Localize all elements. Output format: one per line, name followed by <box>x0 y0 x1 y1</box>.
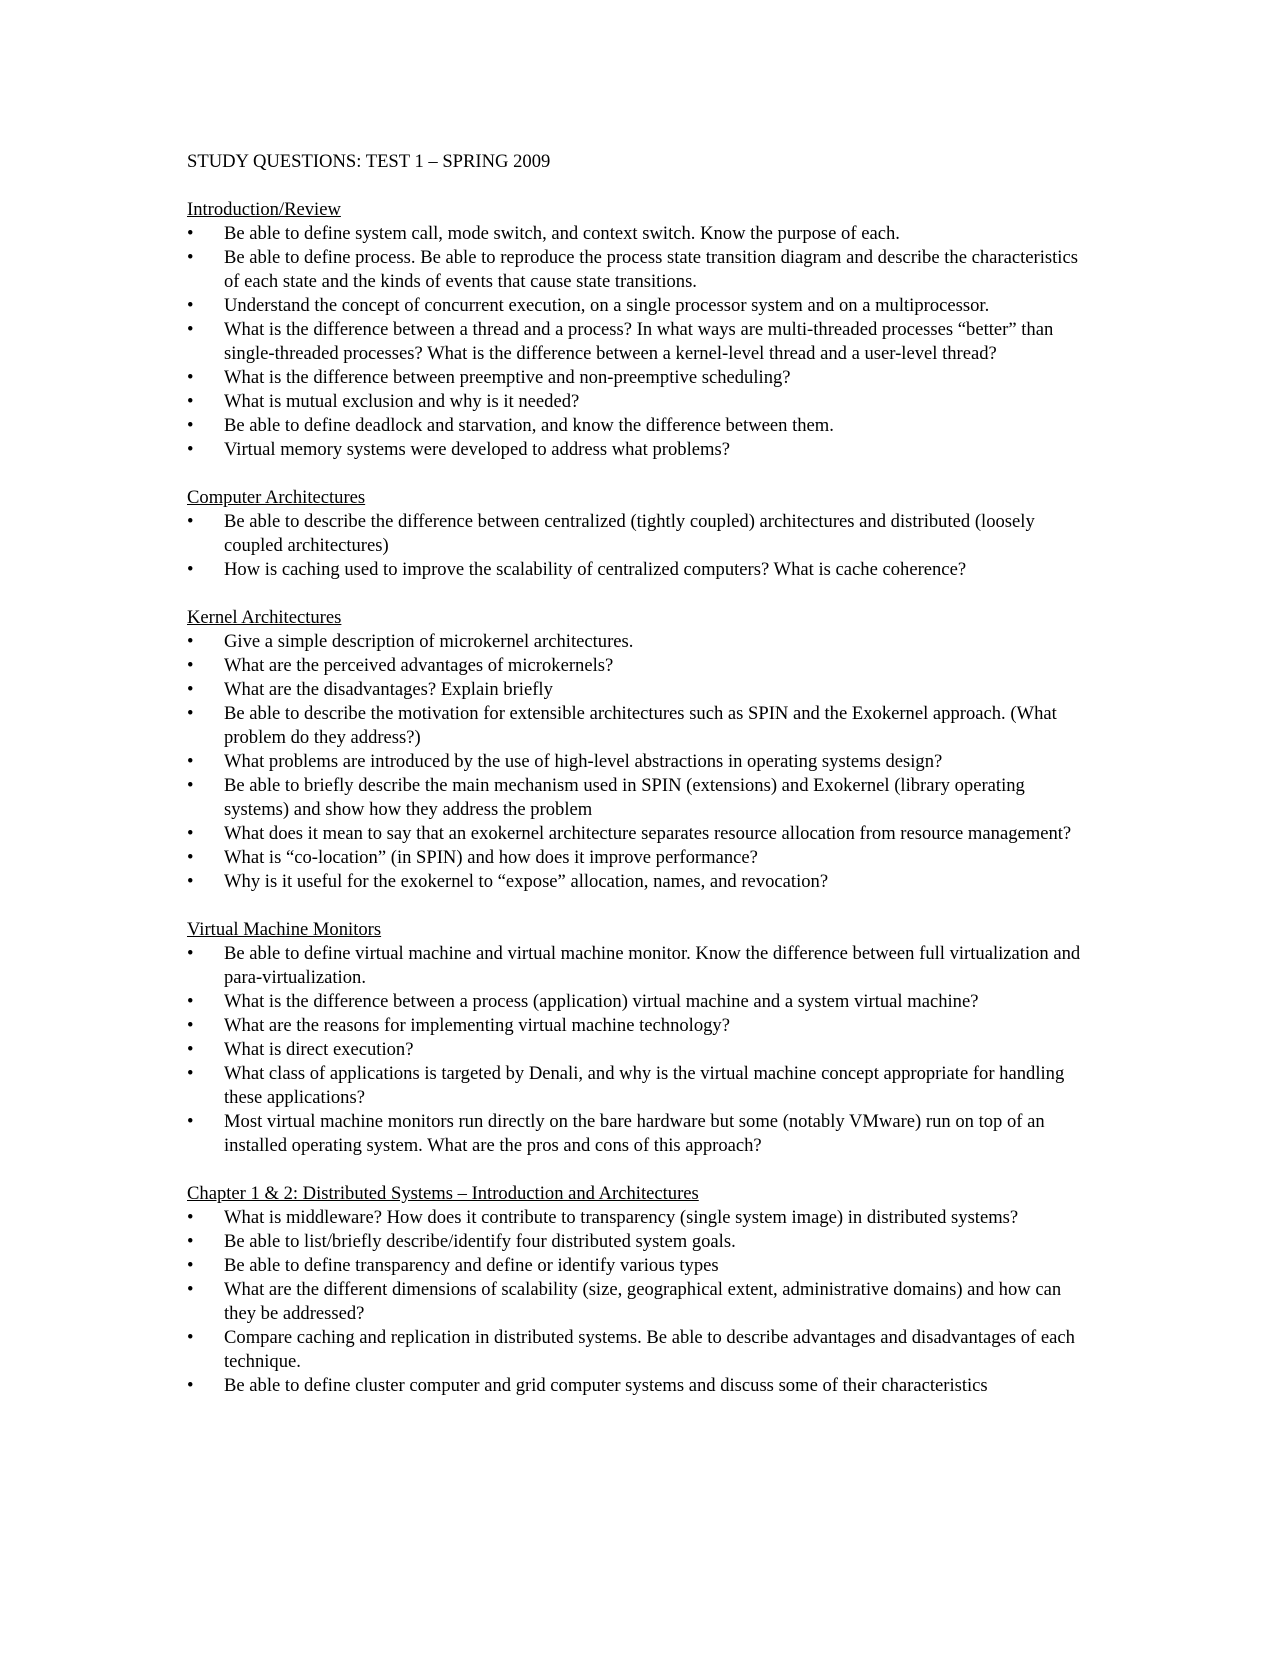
question-text: What is direct execution? <box>224 1039 414 1060</box>
question-text: Compare caching and replication in distributed systems. Be able to describe advantages and disadvantages of each technique. <box>224 1327 1075 1372</box>
question-list <box>187 222 1087 462</box>
question-item <box>187 510 1087 558</box>
question-list <box>187 1206 1087 1398</box>
question-text: What are the reasons for implementing virtual machine technology? <box>224 1015 730 1036</box>
question-item <box>187 942 1087 990</box>
question-item <box>187 1014 1087 1038</box>
bullet-icon: • <box>187 415 194 436</box>
section <box>187 606 1087 894</box>
document-page <box>187 150 1087 1422</box>
question-item <box>187 1110 1087 1158</box>
question-item <box>187 654 1087 678</box>
section-heading: Introduction/Review <box>187 199 341 220</box>
bullet-icon: • <box>187 247 194 268</box>
question-item <box>187 294 1087 318</box>
bullet-icon: • <box>187 775 194 796</box>
bullet-icon: • <box>187 1279 194 1300</box>
question-item <box>187 318 1087 366</box>
question-item <box>187 630 1087 654</box>
question-item <box>187 1062 1087 1110</box>
question-text: What is the difference between preemptive and non-preemptive scheduling? <box>224 367 791 388</box>
bullet-icon: • <box>187 295 194 316</box>
question-text: Be able to briefly describe the main mechanism used in SPIN (extensions) and Exokernel (library operating systems) and show how they address the problem <box>224 775 1025 820</box>
question-text: What are the different dimensions of scalability (size, geographical extent, administrative domains) and how can they be addressed? <box>224 1279 1062 1324</box>
bullet-icon: • <box>187 319 194 340</box>
document-title: STUDY QUESTIONS: TEST 1 – SPRING 2009 <box>187 151 551 172</box>
bullet-icon: • <box>187 559 194 580</box>
bullet-icon: • <box>187 367 194 388</box>
question-text: Understand the concept of concurrent execution, on a single processor system and on a multiprocessor. <box>224 295 990 316</box>
question-text: What is middleware? How does it contribute to transparency (single system image) in distributed systems? <box>224 1207 1019 1228</box>
bullet-icon: • <box>187 943 194 964</box>
question-text: What are the disadvantages? Explain briefly <box>224 679 553 700</box>
question-item <box>187 1038 1087 1062</box>
bullet-icon: • <box>187 991 194 1012</box>
bullet-icon: • <box>187 751 194 772</box>
bullet-icon: • <box>187 1063 194 1084</box>
section-heading: Virtual Machine Monitors <box>187 919 382 940</box>
question-item <box>187 1254 1087 1278</box>
section-heading: Computer Architectures <box>187 487 366 508</box>
question-item <box>187 1206 1087 1230</box>
question-text: Be able to define cluster computer and grid computer systems and discuss some of their characteristics <box>224 1375 988 1396</box>
question-list <box>187 630 1087 894</box>
bullet-icon: • <box>187 1255 194 1276</box>
question-text: What are the perceived advantages of microkernels? <box>224 655 614 676</box>
question-item <box>187 558 1087 582</box>
question-item <box>187 1374 1087 1398</box>
question-text: Be able to define deadlock and starvation, and know the difference between them. <box>224 415 834 436</box>
question-text: What does it mean to say that an exokernel architecture separates resource allocation from resource management? <box>224 823 1072 844</box>
question-item <box>187 774 1087 822</box>
question-item <box>187 1278 1087 1326</box>
bullet-icon: • <box>187 511 194 532</box>
bullet-icon: • <box>187 871 194 892</box>
question-text: What is the difference between a thread and a process? In what ways are multi-threaded processes “better” than single-threaded processes? What is the difference between a kernel-level thread and a user-level thread? <box>224 319 1054 364</box>
question-item <box>187 1230 1087 1254</box>
question-text: Be able to define transparency and define or identify various types <box>224 1255 719 1276</box>
question-text: What is “co-location” (in SPIN) and how does it improve performance? <box>224 847 758 868</box>
question-item <box>187 702 1087 750</box>
bullet-icon: • <box>187 631 194 652</box>
question-item <box>187 822 1087 846</box>
question-item <box>187 414 1087 438</box>
question-text: What is mutual exclusion and why is it needed? <box>224 391 580 412</box>
bullet-icon: • <box>187 1015 194 1036</box>
question-text: Be able to list/briefly describe/identify four distributed system goals. <box>224 1231 736 1252</box>
question-list <box>187 510 1087 582</box>
question-text: Be able to define system call, mode switch, and context switch. Know the purpose of each. <box>224 223 900 244</box>
bullet-icon: • <box>187 679 194 700</box>
question-text: Why is it useful for the exokernel to “expose” allocation, names, and revocation? <box>224 871 829 892</box>
section-heading: Kernel Architectures <box>187 607 342 628</box>
sections-container <box>187 198 1087 1398</box>
bullet-icon: • <box>187 847 194 868</box>
question-item <box>187 678 1087 702</box>
question-item <box>187 366 1087 390</box>
bullet-icon: • <box>187 1111 194 1132</box>
question-item <box>187 246 1087 294</box>
bullet-icon: • <box>187 1231 194 1252</box>
bullet-icon: • <box>187 223 194 244</box>
question-text: Be able to define process. Be able to reproduce the process state transition diagram and describe the characteristics of each state and the kinds of events that cause state transitions. <box>224 247 1078 292</box>
question-list <box>187 942 1087 1158</box>
question-item <box>187 1326 1087 1374</box>
question-text: Be able to define virtual machine and virtual machine monitor. Know the difference between full virtualization and para-virtualization. <box>224 943 1081 988</box>
question-text: Virtual memory systems were developed to address what problems? <box>224 439 730 460</box>
question-item <box>187 222 1087 246</box>
section <box>187 198 1087 462</box>
question-text: How is caching used to improve the scalability of centralized computers? What is cache coherence? <box>224 559 967 580</box>
bullet-icon: • <box>187 1207 194 1228</box>
question-text: Most virtual machine monitors run directly on the bare hardware but some (notably VMware) run on top of an installed operating system. What are the pros and cons of this approach? <box>224 1111 1045 1156</box>
question-item <box>187 390 1087 414</box>
question-item <box>187 990 1087 1014</box>
question-text: Give a simple description of microkernel architectures. <box>224 631 634 652</box>
section <box>187 1182 1087 1398</box>
section <box>187 918 1087 1158</box>
section <box>187 486 1087 582</box>
question-item <box>187 750 1087 774</box>
question-text: Be able to describe the motivation for extensible architectures such as SPIN and the Exokernel approach. (What problem do they address?) <box>224 703 1057 748</box>
bullet-icon: • <box>187 703 194 724</box>
bullet-icon: • <box>187 823 194 844</box>
question-item <box>187 846 1087 870</box>
question-item <box>187 870 1087 894</box>
bullet-icon: • <box>187 655 194 676</box>
bullet-icon: • <box>187 1327 194 1348</box>
question-item <box>187 438 1087 462</box>
question-text: What is the difference between a process (application) virtual machine and a system virtual machine? <box>224 991 979 1012</box>
bullet-icon: • <box>187 1039 194 1060</box>
bullet-icon: • <box>187 1375 194 1396</box>
question-text: Be able to describe the difference between centralized (tightly coupled) architectures and distributed (loosely coupled architectures) <box>224 511 1035 556</box>
bullet-icon: • <box>187 439 194 460</box>
question-text: What class of applications is targeted by Denali, and why is the virtual machine concept appropriate for handling these applications? <box>224 1063 1065 1108</box>
question-text: What problems are introduced by the use of high-level abstractions in operating systems design? <box>224 751 943 772</box>
bullet-icon: • <box>187 391 194 412</box>
section-heading: Chapter 1 & 2: Distributed Systems – Introduction and Architectures <box>187 1183 699 1204</box>
